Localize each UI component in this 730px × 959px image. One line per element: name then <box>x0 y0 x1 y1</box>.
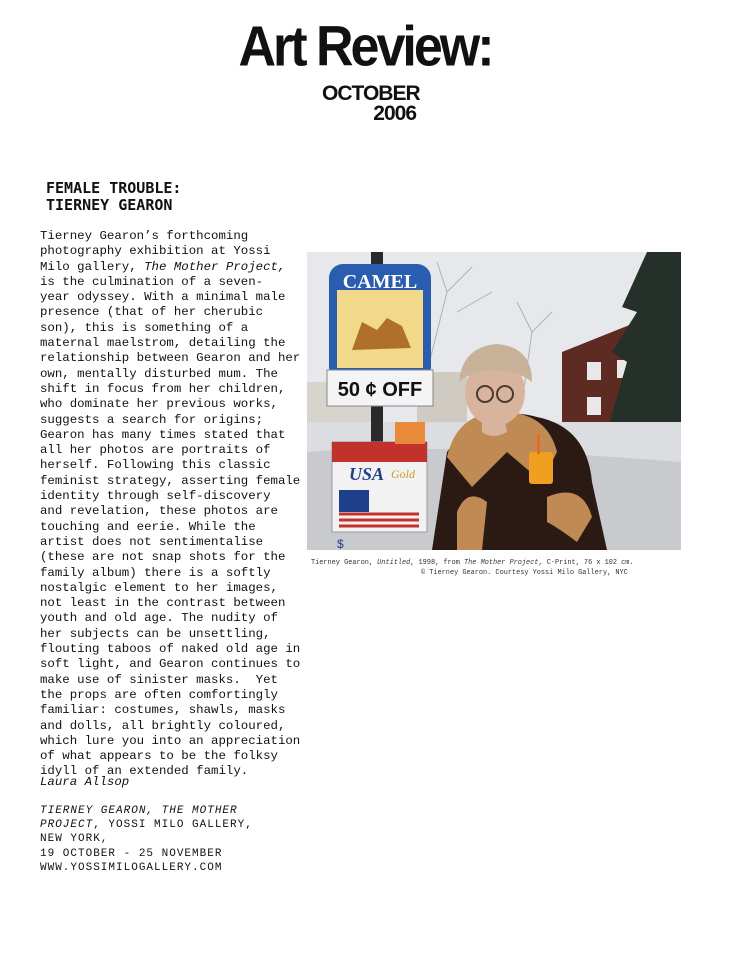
body-line: idyll of an extended family. <box>40 764 249 779</box>
caption-medium: , C-Print, 76 x 102 cm. <box>538 559 634 567</box>
body-line: flouting taboos of naked old age in <box>40 642 301 657</box>
event-line-1: TIERNEY GEARON, THE MOTHER <box>40 805 238 817</box>
sign-price: 50 ¢ OFF <box>337 379 423 401</box>
caption-artist: Tierney Gearon, <box>311 559 378 567</box>
body-line: (these are not snap shots for the <box>40 550 286 565</box>
body-line: and revelation, these photos are <box>40 504 278 519</box>
body-line: all her photos are portraits of <box>40 443 271 458</box>
event-project-title: PROJECT <box>40 819 94 832</box>
body-line: make use of sinister masks. Yet <box>40 672 278 687</box>
body-line: touching and eerie. While the <box>40 519 256 534</box>
body-line: family album) there is a softly <box>40 565 271 580</box>
body-line: artist does not sentimentalise <box>40 534 264 549</box>
headline-line-2: TIERNEY GEARON <box>46 196 173 214</box>
caption-project: The Mother Project <box>464 559 539 567</box>
sign-brand: CAMEL <box>342 271 418 293</box>
masthead <box>0 15 730 79</box>
body-line: nostalgic element to her images, <box>40 580 278 595</box>
body-line: own, mentally disturbed mum. The <box>40 366 278 381</box>
body-line: of what appears to be the folksy <box>40 749 278 764</box>
caption-year: , 1998, from <box>410 559 465 567</box>
event-line-3: NEW YORK, <box>40 833 109 846</box>
issue-month: OCTOBER <box>322 82 420 105</box>
body-line: shift in focus from her children, <box>40 381 286 396</box>
body-line: relationship between Gearon and her <box>40 351 301 366</box>
photo-caption <box>311 558 681 578</box>
caption-work-title: Untitled <box>377 559 411 567</box>
magazine-title: Art Review: <box>238 15 492 79</box>
body-line: identity through self-discovery <box>40 489 271 504</box>
carton-sub: Gold <box>391 467 415 481</box>
carton-brand: USA <box>349 464 385 484</box>
body-line: is the culmination of a seven- <box>40 274 264 289</box>
body-line: and dolls, all brightly coloured, <box>40 718 286 733</box>
body-line: who dominate her previous works, <box>40 397 278 412</box>
caption-line-2: © Tierney Gearon. Courtesy Yossi Milo Gallery, NYC <box>421 569 628 577</box>
article-body <box>40 229 300 780</box>
body-line: Gearon has many times stated that <box>40 427 286 442</box>
article-headline <box>46 180 306 214</box>
body-line: youth and old age. The nudity of <box>40 611 278 626</box>
body-line: maternal maelstrom, detailing the <box>40 336 286 351</box>
body-line: the props are often comfortingly <box>40 687 278 702</box>
body-line: not least in the contrast between <box>40 596 286 611</box>
body-line: suggests a search for origins; <box>40 412 264 427</box>
body-line: familiar: costumes, shawls, masks <box>40 703 286 718</box>
event-dates: 19 OCTOBER - 25 NOVEMBER <box>40 847 223 860</box>
body-line: herself. Following this classic <box>40 458 271 473</box>
event-info <box>40 804 310 875</box>
body-line: which lure you into an appreciation <box>40 733 301 748</box>
body-line: Tierney Gearon’s forthcoming <box>40 229 249 243</box>
body-line: photography exhibition at Yossi <box>40 244 271 259</box>
body-line: soft light, and Gearon continues to <box>40 657 301 672</box>
body-line: her subjects can be unsettling, <box>40 626 271 641</box>
body-line: year odyssey. With a minimal male <box>40 290 286 305</box>
issue-year: 2006 <box>373 102 416 125</box>
headline-line-1: FEMALE TROUBLE: <box>46 179 182 197</box>
body-line: Milo gallery, The Mother Project, <box>40 259 286 274</box>
photo-illustration <box>307 252 681 550</box>
body-line: son), this is something of a <box>40 320 249 335</box>
camel-sign <box>327 264 433 406</box>
caption-line-1 <box>311 558 681 568</box>
event-gallery: , YOSSI MILO GALLERY, <box>93 819 253 832</box>
event-website[interactable]: WWW.YOSSIMILOGALLERY.COM <box>40 861 223 874</box>
body-line: presence (that of her cherubic <box>40 305 264 320</box>
body-line: feminist strategy, asserting female <box>40 473 301 488</box>
event-line-2 <box>40 818 310 832</box>
issue-date <box>322 84 418 124</box>
article-photo <box>307 252 681 550</box>
price-tag: $ <box>337 537 344 550</box>
article-author: Laura Allsop <box>40 775 130 789</box>
